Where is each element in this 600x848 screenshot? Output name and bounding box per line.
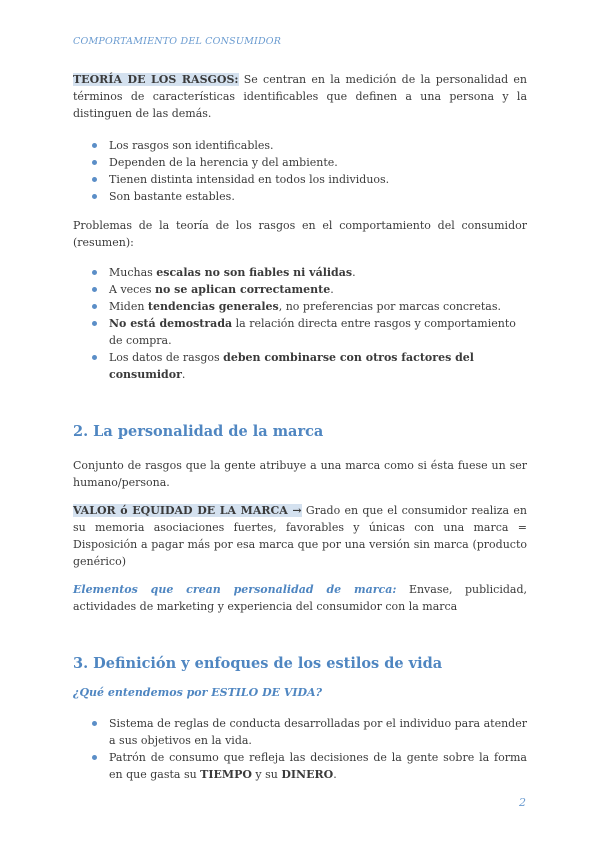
list-item: Son bastante estables. bbox=[73, 188, 527, 205]
list-item: Los datos de rasgos deben combinarse con otros factores del consumidor. bbox=[73, 349, 527, 383]
problems-intro: Problemas de la teoría de los rasgos en el comportamiento del consumidor (resumen): bbox=[73, 219, 527, 249]
brand-definition: Conjunto de rasgos que la gente atribuye a una marca como si ésta fuese un ser humano/persona. bbox=[73, 459, 527, 489]
page-number: 2 bbox=[519, 796, 526, 809]
list-item: Muchas escalas no son fiables ni válidas. bbox=[73, 264, 527, 281]
list-item: Miden tendencias generales, no preferencias por marcas concretas. bbox=[73, 298, 527, 315]
page-content bbox=[73, 71, 527, 783]
traits-term: TEORÍA DE LOS RASGOS: bbox=[73, 73, 239, 86]
problems-list bbox=[73, 264, 527, 383]
list-item: No está demostrada la relación directa entre rasgos y comportamiento de compra. bbox=[73, 315, 527, 349]
brand-elements-term: Elementos que crean personalidad de marca: bbox=[73, 583, 397, 596]
lifestyle-heading: 3. Definición y enfoques de los estilos de vida bbox=[73, 655, 443, 672]
list-item: Dependen de la herencia y del ambiente. bbox=[73, 154, 527, 171]
brand-value-term: VALOR ó EQUIDAD DE LA MARCA → bbox=[73, 504, 302, 517]
list-item: A veces no se aplican correctamente. bbox=[73, 281, 527, 298]
running-header: COMPORTAMIENTO DEL CONSUMIDOR bbox=[73, 36, 282, 47]
list-item: Tienen distinta intensidad en todos los individuos. bbox=[73, 171, 527, 188]
brand-elements-paragraph: Elementos que crean personalidad de marca: Envase, publicidad, actividades de marketing y experiencia del consumidor con la marca bbox=[73, 583, 527, 613]
traits-definition: TEORÍA DE LOS RASGOS: Se centran en la medición de la personalidad en términos de características identificables que definen a una persona y la distinguen de las demás. bbox=[73, 73, 528, 120]
lifestyle-list bbox=[73, 715, 527, 783]
traits-list bbox=[73, 137, 527, 205]
list-item: Patrón de consumo que refleja las decisiones de la gente sobre la forma en que gasta su TIEMPO y su DINERO. bbox=[73, 749, 527, 783]
brand-value-paragraph: VALOR ó EQUIDAD DE LA MARCA → Grado en que el consumidor realiza en su memoria asociaciones fuertes, favorables y únicas con una marca = Disposición a pagar más por esa marca que por una versión sin marca (producto genérico) bbox=[73, 504, 527, 568]
list-item: Sistema de reglas de conducta desarrolladas por el individuo para atender a sus objetivos en la vida. bbox=[73, 715, 527, 749]
brand-heading: 2. La personalidad de la marca bbox=[73, 423, 324, 440]
lifestyle-question: ¿Qué entendemos por ESTILO DE VIDA? bbox=[73, 686, 323, 699]
list-item: Los rasgos son identificables. bbox=[73, 137, 527, 154]
